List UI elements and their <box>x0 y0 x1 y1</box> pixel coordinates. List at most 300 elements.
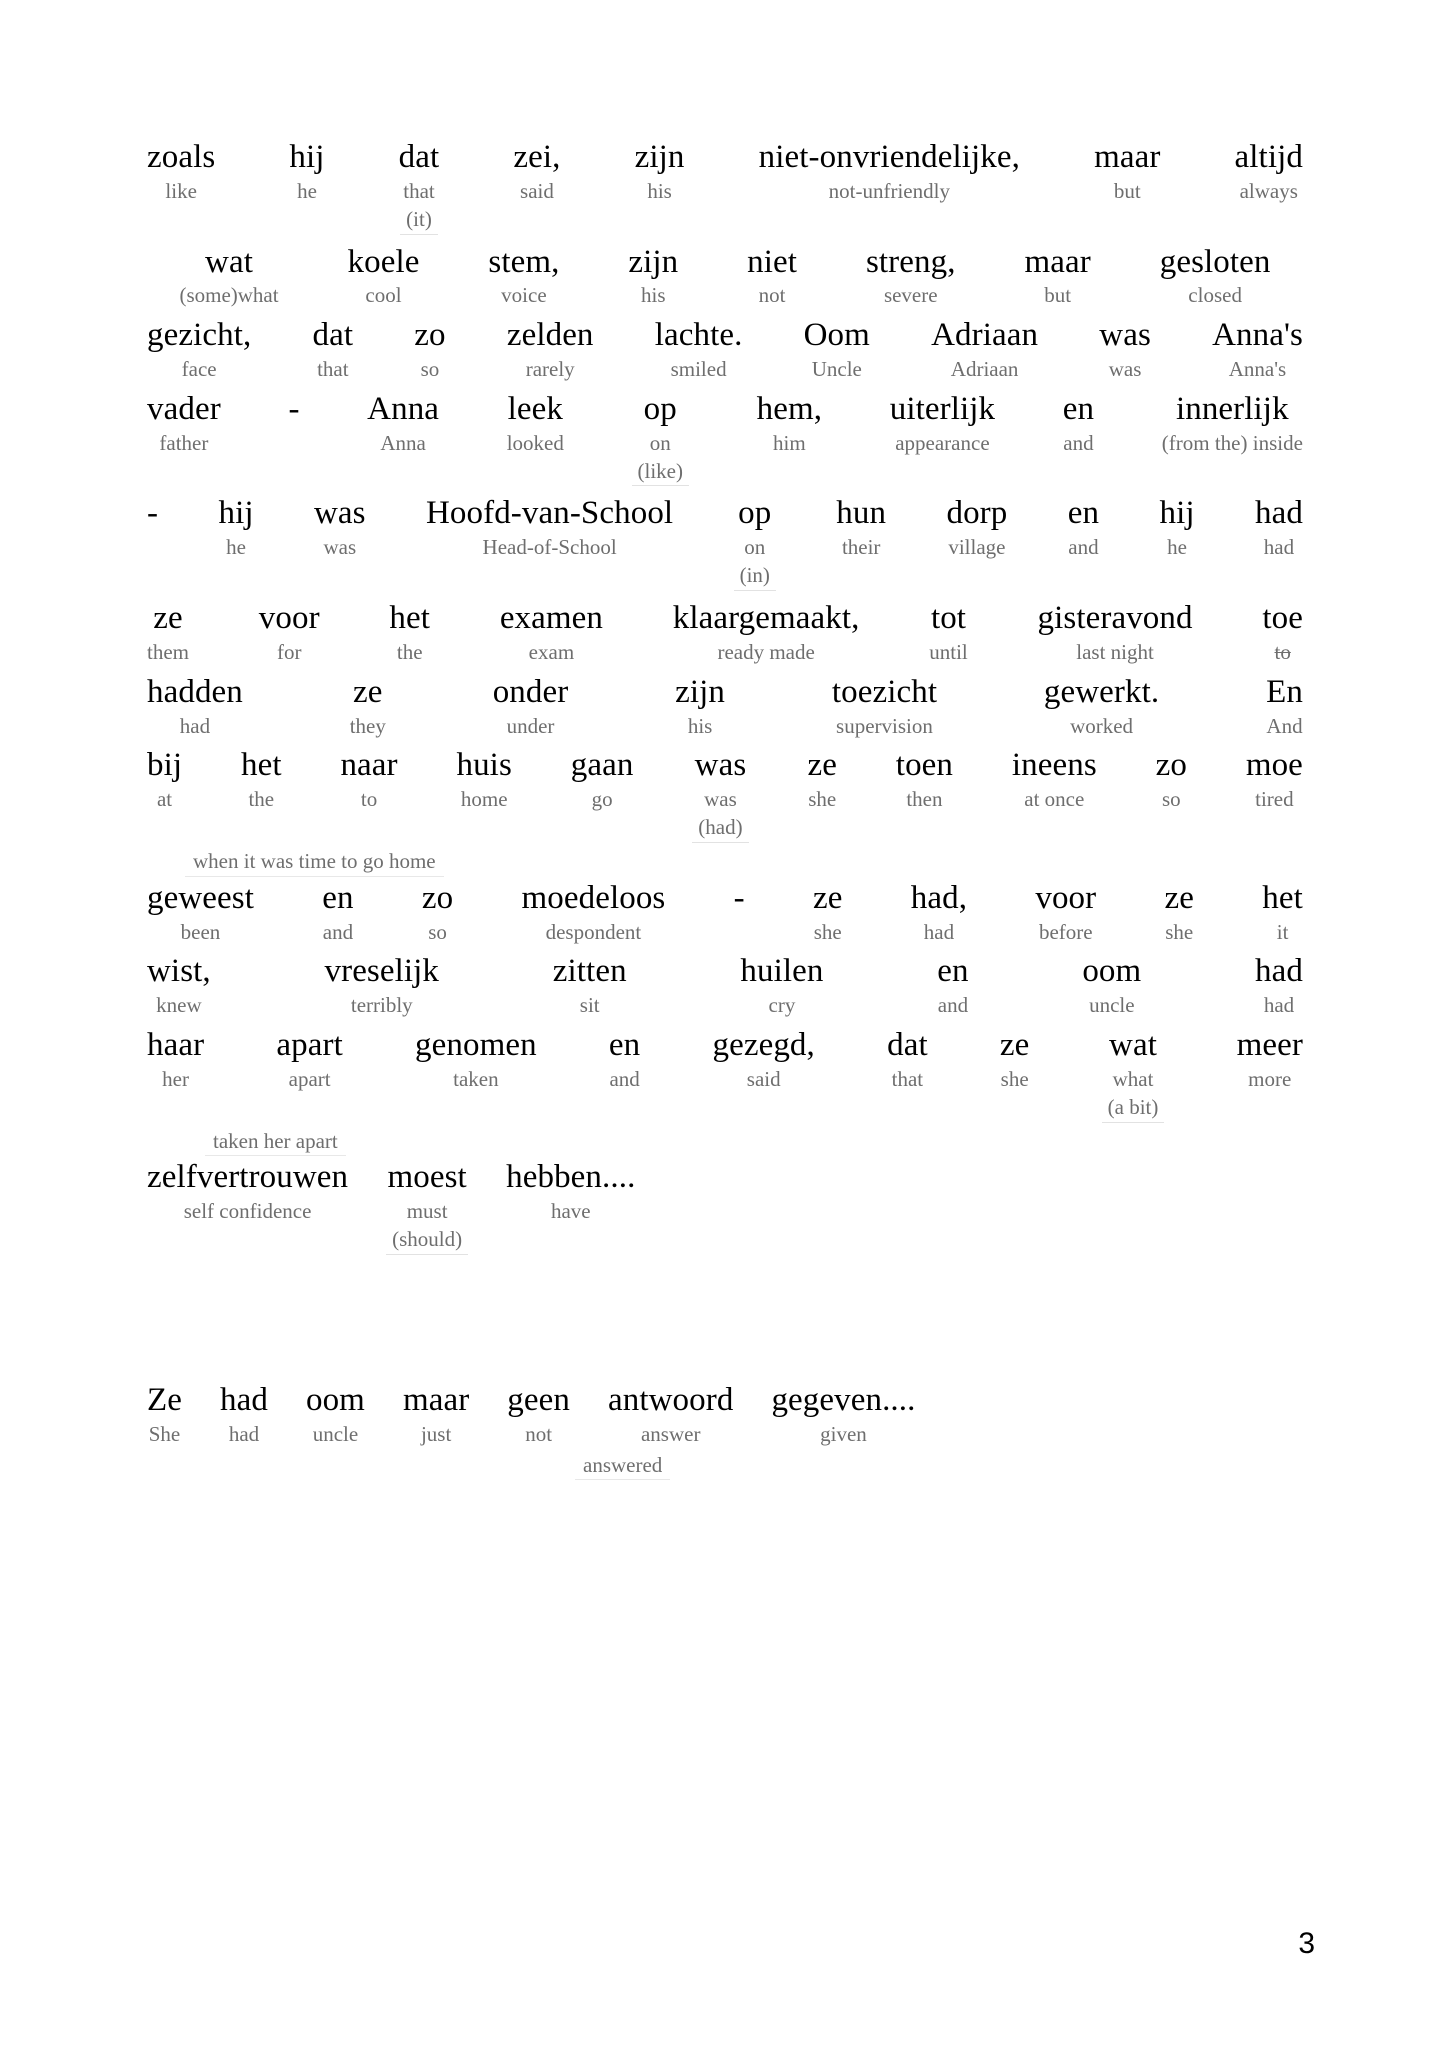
span-gloss-row <box>145 849 1345 877</box>
interlinear-word <box>834 496 888 560</box>
source-word: Oom <box>803 317 870 354</box>
interlinear-word <box>935 954 970 1018</box>
gloss-word: and <box>937 993 969 1018</box>
gloss-word: so <box>1161 787 1181 812</box>
interlinear-word <box>633 140 687 204</box>
source-word: had <box>220 1381 268 1418</box>
interlinear-word <box>671 601 862 665</box>
interlinear-word <box>1010 748 1099 812</box>
interlinear-word <box>888 392 997 456</box>
interlinear-word <box>1066 496 1101 560</box>
interlinear-word <box>755 392 824 456</box>
source-word: voor <box>258 599 320 636</box>
source-word: hadden <box>147 673 243 710</box>
interlinear-word <box>145 318 253 382</box>
interlinear-word <box>626 245 680 309</box>
gloss-word: so <box>420 357 440 382</box>
interlinear-word <box>569 748 636 812</box>
source-word: het <box>389 599 431 636</box>
source-word: hij <box>289 139 325 175</box>
gloss-word: was <box>704 787 737 812</box>
interlinear-word <box>551 954 629 1018</box>
source-word: vader <box>147 390 221 427</box>
gloss-word: father <box>159 430 209 455</box>
source-word: gisteravond <box>1037 599 1193 636</box>
gloss-word: given <box>820 1421 867 1446</box>
page-number: 3 <box>1298 1927 1315 1960</box>
interlinear-word <box>802 318 872 382</box>
interlinear-word <box>710 1028 816 1092</box>
gloss-word: said <box>746 1067 781 1092</box>
gloss-word: said <box>520 178 554 203</box>
interlinear-word <box>673 675 727 739</box>
gloss-word: not <box>525 1421 553 1446</box>
gloss-word: go <box>591 787 613 812</box>
interlinear-word <box>1235 1028 1305 1092</box>
gloss-word: was <box>323 535 357 560</box>
source-word: ze <box>807 747 837 784</box>
interlinear-word <box>909 881 969 945</box>
interlinear-word <box>864 245 958 309</box>
source-word: ze <box>153 599 183 636</box>
source-word: wat <box>1109 1027 1157 1064</box>
source-word: op <box>738 495 772 532</box>
gloss-word: had <box>1263 535 1295 560</box>
gloss-word: not-unfriendly <box>828 178 950 203</box>
interlinear-word <box>805 748 839 812</box>
interlinear-word <box>486 245 561 309</box>
source-word: maar <box>1094 139 1161 175</box>
interlinear-word <box>630 392 691 487</box>
source-word: en <box>1062 390 1095 427</box>
interlinear-word <box>1253 954 1305 1018</box>
gloss-word: and <box>1063 430 1094 455</box>
source-word: meer <box>1236 1027 1303 1064</box>
interlinear-word <box>145 675 245 739</box>
interlinear-line <box>145 318 1305 382</box>
gloss-word: been <box>180 919 221 944</box>
gloss-word: she <box>808 787 837 812</box>
gloss-word: supervision <box>836 713 933 738</box>
gloss-alternative: (it) <box>400 207 438 235</box>
interlinear-word <box>1080 954 1143 1018</box>
source-word: Hoofd-van-School <box>425 495 674 532</box>
interlinear-word <box>738 954 825 1018</box>
gloss-word: his <box>687 713 713 738</box>
gloss-word: at once <box>1024 787 1085 812</box>
interlinear-word <box>346 245 422 309</box>
interlinear-word <box>145 954 213 1018</box>
source-word: moedeloos <box>521 879 666 916</box>
interlinear-word <box>454 748 513 812</box>
gloss-word: last night <box>1076 639 1154 664</box>
source-word: gezegd, <box>712 1027 815 1064</box>
source-word: zijn <box>634 139 685 175</box>
interlinear-line <box>145 1383 1305 1447</box>
source-word: was <box>1099 317 1151 354</box>
gloss-word: face <box>181 357 217 382</box>
source-word: wat <box>205 243 253 280</box>
gloss-word: had <box>1263 993 1295 1018</box>
span-gloss: when it was time to go home <box>185 849 444 877</box>
source-word: vreselijk <box>324 953 440 990</box>
source-word: niet <box>747 243 798 280</box>
interlinear-word <box>420 881 455 945</box>
gloss-word: more <box>1248 1067 1292 1092</box>
gloss-word: them <box>147 639 189 664</box>
interlinear-word <box>397 140 442 235</box>
interlinear-word <box>145 601 191 665</box>
gloss-word: answer <box>640 1421 701 1446</box>
interlinear-word <box>811 881 845 945</box>
gloss-word: they <box>349 713 386 738</box>
interlinear-word <box>1158 245 1273 309</box>
interlinear-word <box>830 675 939 739</box>
gloss-word: taken <box>453 1067 499 1092</box>
gloss-word: but <box>1044 283 1072 308</box>
interlinear-word <box>757 140 1022 204</box>
interlinear-word <box>607 1028 642 1092</box>
gloss-word: the <box>396 639 423 664</box>
interlinear-word <box>338 748 399 812</box>
interlinear-word <box>323 954 442 1018</box>
interlinear-word <box>1036 601 1195 665</box>
gloss-word: must <box>406 1199 448 1224</box>
gloss-word: uncle <box>1089 993 1135 1018</box>
source-word: tot <box>930 599 967 636</box>
gloss-alternative: (in) <box>734 563 776 591</box>
interlinear-word <box>239 748 284 812</box>
interlinear-word <box>1022 245 1092 309</box>
span-gloss-row <box>145 1453 1445 1481</box>
gloss-word: She <box>148 1421 181 1446</box>
interlinear-word <box>145 392 223 456</box>
source-word: zo <box>414 317 446 354</box>
gloss-word: knew <box>156 993 202 1018</box>
interlinear-word <box>216 496 255 560</box>
interlinear-word <box>1100 1028 1167 1123</box>
source-word: en <box>608 1027 641 1064</box>
interlinear-word <box>177 245 280 309</box>
interlinear-final-paragraph <box>145 1383 1305 1481</box>
span-gloss: taken her apart <box>205 1129 346 1157</box>
interlinear-word <box>145 1028 206 1092</box>
source-word: maar <box>1024 243 1091 280</box>
source-word: koele <box>347 243 420 280</box>
source-word: was <box>313 495 366 532</box>
gloss-word: village <box>948 535 1006 560</box>
interlinear-line <box>145 601 1305 665</box>
source-word: hun <box>836 495 887 532</box>
interlinear-word <box>1244 748 1305 812</box>
gloss-word: (from the) inside <box>1161 430 1303 455</box>
interlinear-word <box>505 1383 572 1447</box>
source-word: streng, <box>865 243 956 280</box>
interlinear-line <box>145 1028 1305 1123</box>
interlinear-line <box>145 1160 1305 1255</box>
interlinear-word <box>885 1028 930 1092</box>
source-word: was <box>694 747 747 784</box>
gloss-word: to <box>360 787 378 812</box>
interlinear-word <box>929 318 1040 382</box>
interlinear-word <box>274 1028 344 1092</box>
source-word: bij <box>147 747 183 784</box>
gloss-word: that <box>317 357 349 382</box>
gloss-word: and <box>1068 535 1099 560</box>
source-word: het <box>1262 879 1303 916</box>
interlinear-line <box>145 496 1305 591</box>
source-word: ze <box>813 879 843 916</box>
interlinear-word <box>145 1383 184 1447</box>
gloss-word: Head-of-School <box>482 535 617 560</box>
interlinear-line <box>145 140 1305 235</box>
gloss-alternative: (had) <box>692 815 748 843</box>
gloss-word: and <box>609 1067 640 1092</box>
gloss-word: his <box>641 283 666 308</box>
source-word: zei, <box>513 139 561 175</box>
gloss-word: their <box>841 535 881 560</box>
source-word: - <box>147 495 159 532</box>
interlinear-word <box>944 496 1009 560</box>
interlinear-word <box>505 318 596 382</box>
source-word: op <box>643 390 677 427</box>
source-word: dorp <box>946 495 1008 532</box>
source-word: ze <box>353 673 383 710</box>
interlinear-line <box>145 954 1305 1018</box>
interlinear-word <box>348 675 388 739</box>
source-word: haar <box>147 1027 205 1064</box>
gloss-word: rarely <box>525 357 575 382</box>
interlinear-word <box>498 601 605 665</box>
interlinear-word <box>1253 496 1305 560</box>
interlinear-word <box>732 496 778 591</box>
source-word: dat <box>312 317 354 354</box>
gloss-word: he <box>1167 535 1187 560</box>
interlinear-word <box>927 601 970 665</box>
interlinear-word <box>1160 392 1305 456</box>
interlinear-word <box>304 1383 367 1447</box>
source-word: ineens <box>1011 747 1097 784</box>
interlinear-word <box>1033 881 1098 945</box>
source-word: dat <box>398 139 440 175</box>
source-word: en <box>937 953 969 990</box>
gloss-word: then <box>906 787 943 812</box>
source-word: klaargemaakt, <box>672 599 860 636</box>
source-word: zijn <box>628 243 679 280</box>
gloss-word: Adriaan <box>950 357 1019 382</box>
interlinear-word <box>1210 318 1305 382</box>
span-gloss: answered <box>575 1453 670 1481</box>
source-word: Ze <box>147 1381 183 1418</box>
gloss-word: her <box>162 1067 189 1092</box>
interlinear-word <box>505 392 566 456</box>
gloss-word: on <box>649 430 671 455</box>
gloss-word: at <box>156 787 173 812</box>
source-word: apart <box>276 1027 343 1064</box>
gloss-word: before <box>1038 919 1093 944</box>
interlinear-word <box>384 1160 470 1255</box>
gloss-word: his <box>647 178 672 203</box>
gloss-word: under <box>506 713 555 738</box>
gloss-word: cool <box>365 283 402 308</box>
gloss-word: the <box>248 787 275 812</box>
interlinear-line <box>145 881 1305 945</box>
source-word: huis <box>456 747 512 784</box>
source-word: en <box>322 879 354 916</box>
gloss-alternative: (a bit) <box>1102 1095 1165 1123</box>
interlinear-word <box>401 1383 471 1447</box>
gloss-word: smiled <box>670 357 727 382</box>
source-word: ze <box>999 1027 1030 1064</box>
source-word: moest <box>387 1159 467 1196</box>
source-word: lachte. <box>654 317 743 354</box>
gloss-word: was <box>1108 357 1142 382</box>
interlinear-word <box>218 1383 270 1447</box>
source-word: antwoord <box>608 1381 734 1418</box>
gloss-word: always <box>1239 178 1298 203</box>
interlinear-word <box>1264 675 1305 739</box>
source-word: huilen <box>740 953 824 990</box>
interlinear-word <box>1097 318 1153 382</box>
interlinear-word <box>732 881 747 916</box>
gloss-word: Anna's <box>1228 357 1287 382</box>
interlinear-word <box>424 496 675 560</box>
gloss-alternative: (should) <box>386 1227 468 1255</box>
source-word: zelden <box>506 317 594 354</box>
source-word: hij <box>218 495 254 532</box>
source-word: gesloten <box>1159 243 1271 280</box>
interlinear-word <box>1260 881 1305 945</box>
gloss-word: she <box>1165 919 1194 944</box>
source-word: innerlijk <box>1175 390 1289 427</box>
source-word: hem, <box>756 390 823 427</box>
gloss-word: have <box>550 1199 591 1224</box>
gloss-word: had <box>923 919 955 944</box>
gloss-word: that <box>891 1067 924 1092</box>
gloss-word: to <box>1274 639 1291 664</box>
interlinear-word <box>145 1160 350 1224</box>
interlinear-line <box>145 748 1305 843</box>
source-word: geweest <box>147 879 254 916</box>
gloss-word: for <box>276 639 302 664</box>
source-word: oom <box>1082 953 1142 990</box>
gloss-word: it <box>1276 919 1289 944</box>
gloss-word: what <box>1112 1067 1154 1092</box>
source-word: zijn <box>675 673 726 710</box>
interlinear-word <box>287 140 326 204</box>
gloss-word: but <box>1113 178 1141 203</box>
source-word: en <box>1067 495 1100 532</box>
source-word: toen <box>895 747 954 784</box>
source-word: voor <box>1035 879 1097 916</box>
interlinear-word <box>145 881 256 945</box>
source-word: ze <box>1164 879 1194 916</box>
gloss-word: Uncle <box>811 357 862 382</box>
gloss-word: exam <box>528 639 575 664</box>
source-word: toe <box>1262 599 1303 636</box>
interlinear-word <box>1042 675 1161 739</box>
gloss-word: voice <box>501 283 547 308</box>
source-word: onder <box>492 673 569 710</box>
interlinear-word <box>413 1028 539 1092</box>
gloss-word: not <box>758 283 786 308</box>
gloss-word: apart <box>288 1067 331 1092</box>
source-word: dat <box>887 1027 928 1064</box>
interlinear-word <box>145 140 217 204</box>
source-word: had, <box>910 879 968 916</box>
gloss-word: And <box>1266 713 1303 738</box>
source-word: niet-onvriendelijke, <box>758 139 1020 175</box>
source-word: toezicht <box>831 673 938 710</box>
interlinear-word <box>257 601 322 665</box>
interlinear-word <box>412 318 447 382</box>
source-word: zitten <box>552 953 627 990</box>
source-word: gezicht, <box>147 317 252 354</box>
interlinear-word <box>745 245 799 309</box>
interlinear-word <box>998 1028 1032 1092</box>
span-gloss-row <box>145 1129 1365 1157</box>
gloss-word: had <box>179 713 211 738</box>
interlinear-word <box>769 1383 917 1447</box>
interlinear-word <box>504 1160 637 1224</box>
gloss-word: home <box>460 787 508 812</box>
interlinear-word <box>312 496 368 560</box>
gloss-word: despondent <box>545 919 642 944</box>
gloss-word: like <box>165 178 197 203</box>
gloss-word: she <box>1000 1067 1029 1092</box>
interlinear-word <box>520 881 668 945</box>
interlinear-word <box>311 318 356 382</box>
source-word: - <box>288 390 300 427</box>
source-word: - <box>733 879 745 916</box>
source-word: genomen <box>415 1027 537 1064</box>
gloss-word: tired <box>1255 787 1294 812</box>
interlinear-word <box>365 392 441 456</box>
source-word: zo <box>421 879 454 916</box>
interlinear-word <box>1157 496 1196 560</box>
interlinear-line <box>145 245 1305 309</box>
source-word: naar <box>340 747 398 784</box>
interlinear-word <box>606 1383 735 1447</box>
interlinear-line <box>145 675 1305 739</box>
source-word: gaan <box>570 747 634 784</box>
interlinear-word <box>653 318 745 382</box>
source-word: uiterlijk <box>889 390 996 427</box>
source-word: hij <box>1159 495 1195 532</box>
interlinear-word <box>286 392 301 427</box>
interlinear-line <box>145 392 1305 487</box>
gloss-word: Anna <box>380 430 426 455</box>
interlinear-word <box>145 496 160 531</box>
source-word: hebben.... <box>506 1159 636 1196</box>
gloss-word: so <box>428 919 447 944</box>
gloss-word: until <box>929 639 968 664</box>
source-word: oom <box>305 1381 365 1418</box>
source-word: altijd <box>1234 139 1303 175</box>
source-word: had <box>1255 953 1303 990</box>
interlinear-word <box>387 601 432 665</box>
interlinear-word <box>894 748 955 812</box>
interlinear-word <box>1233 140 1305 204</box>
gloss-word: looked <box>506 430 564 455</box>
gloss-word: that <box>403 178 435 203</box>
interlinear-body <box>145 140 1305 1255</box>
source-word: wist, <box>147 953 211 990</box>
interlinear-word <box>1260 601 1305 665</box>
gloss-alternative: (like) <box>632 459 689 487</box>
source-word: En <box>1266 673 1303 710</box>
interlinear-word <box>690 748 750 843</box>
